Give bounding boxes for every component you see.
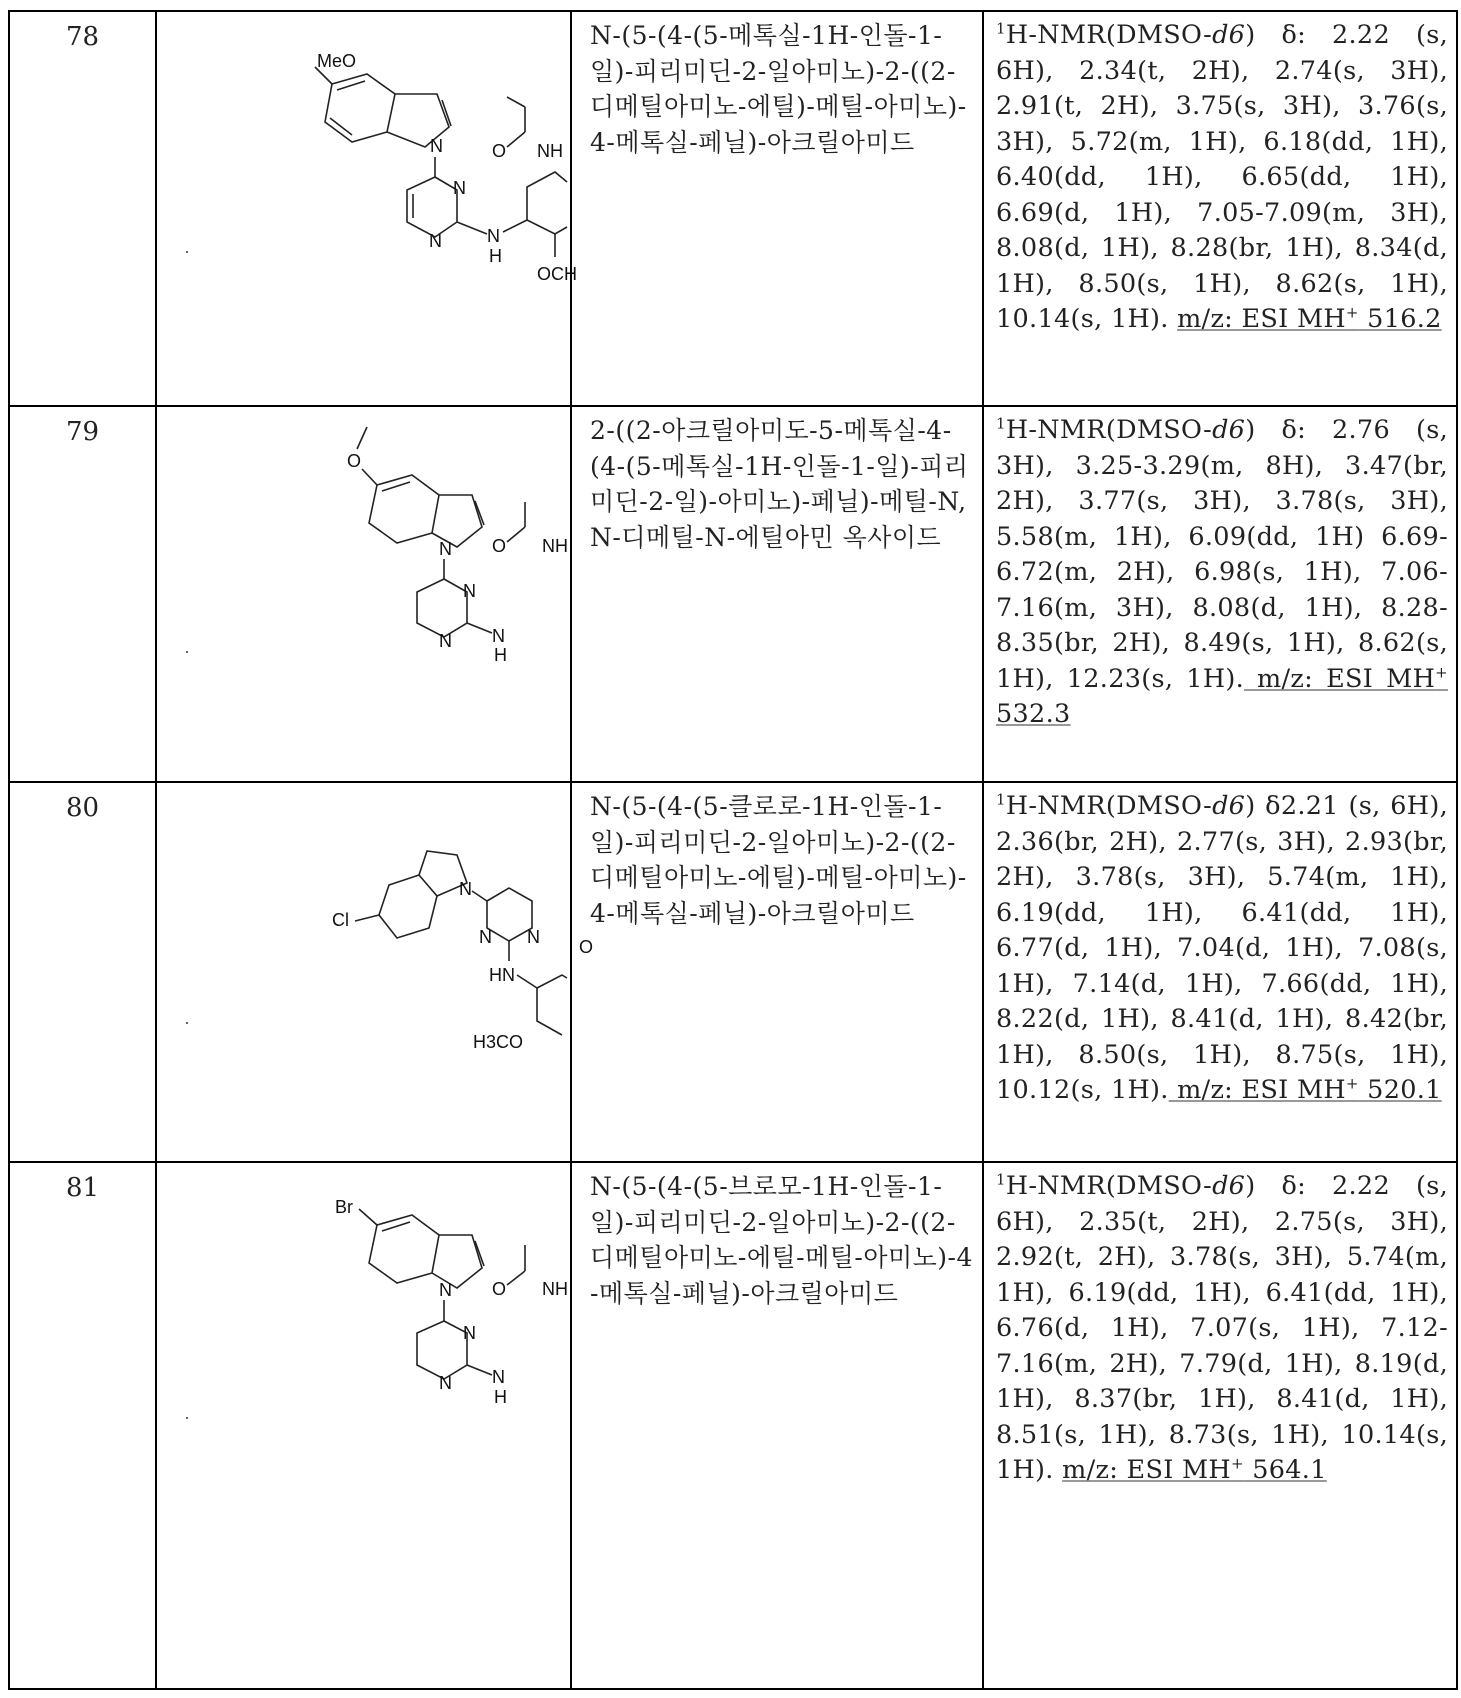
compound-table — [8, 10, 1458, 1690]
compound-name: N-(5-(4-(5-브로모-1H-인돌-1-일)-피리미딘-2-일아미노)-2-((2-디메틸아미노-에틸-메틸-아미노)-4-메톡실-페닐)-아크릴아미드 — [590, 1172, 973, 1308]
svg-text:N: N — [439, 1373, 452, 1393]
structure-cell — [156, 406, 571, 782]
table-row — [9, 406, 1457, 782]
example-number: 78 — [65, 22, 100, 52]
table-row — [9, 1162, 1457, 1689]
structure-cell — [156, 782, 594, 1162]
svg-text:Br: Br — [335, 1197, 353, 1217]
nmr-data: $^1$H-NMR(DMSO-d6) δ: 2.22 (s, 6H), 2.35(t, 2H), 2.75(s, 3H), 2.92(t, 2H), 3.78(s, 3H), 5.74(m, 1H), 6.19(dd, 1H), 6.41(dd, 1H), 6.76(d, 1H), 7.07(s, 1H), 7.12-7.16(m, 2H), 7.79(d, 1H), 8.19(d, 1H), 8.37(br, 1H), 8.41(d, 1H), 8.51(s, 1H), 8.73(s, 1H), 10.14(s, 1H). m/z: ESI MH+ 564.1 — [996, 1170, 1448, 1485]
compound-name: N-(5-(4-(5-메톡실-1H-인돌-1-일)-피리미딘-2-일아미노)-2-((2-디메틸아미노-에틸)-메틸-아미노)-4-메톡실-페닐)-아크릴아미드 — [590, 21, 967, 157]
svg-text:HN: HN — [489, 965, 515, 985]
svg-text:N: N — [492, 626, 505, 646]
nmr-data-cell — [983, 1162, 1457, 1689]
compound-name-cell — [571, 406, 983, 782]
svg-text:O: O — [579, 937, 594, 957]
svg-text:NH: NH — [537, 141, 563, 161]
svg-text:H: H — [494, 645, 507, 665]
example-number-cell — [9, 11, 156, 406]
svg-text:N: N — [479, 927, 492, 947]
nmr-data-cell — [983, 782, 1457, 1162]
molecule-diagram — [167, 793, 594, 1052]
svg-text:N: N — [429, 231, 442, 251]
svg-text:H3CO: H3CO — [473, 1032, 524, 1052]
svg-text:O: O — [492, 536, 507, 556]
structure-cell — [156, 1162, 571, 1689]
svg-text:N: N — [463, 581, 476, 601]
svg-text:Cl: Cl — [332, 910, 349, 930]
example-number: 79 — [65, 417, 100, 447]
svg-text:N: N — [463, 1323, 476, 1343]
example-number-cell — [9, 406, 156, 782]
molecule-diagram — [167, 417, 567, 667]
molecule-diagram — [167, 1173, 567, 1423]
svg-text:MeO: MeO — [317, 51, 357, 71]
table-row — [9, 11, 1457, 406]
example-number: 80 — [65, 793, 100, 823]
svg-text:O: O — [347, 451, 362, 471]
svg-text:OCH: OCH — [537, 264, 577, 284]
nmr-data-cell — [983, 406, 1457, 782]
mass-spec: m/z: ESI MH+ 520.1 — [1168, 1074, 1442, 1105]
svg-text:N: N — [439, 1280, 452, 1300]
mass-spec: m/z: ESI MH+ 516.2 — [1177, 303, 1442, 334]
compound-name-cell — [571, 782, 983, 1162]
nmr-data: $^1$H-NMR(DMSO-d6) δ: 2.22 (s, 6H), 2.34(t, 2H), 2.74(s, 3H), 2.91(t, 2H), 3.75(s, 3H), 3.76(s, 3H), 5.72(m, 1H), 6.18(dd, 1H), 6.40(dd, 1H), 6.65(dd, 1H), 6.69(d, 1H), 7.05-7.09(m, 3H), 8.08(d, 1H), 8.28(br, 1H), 8.34(d, 1H), 8.50(s, 1H), 8.62(s, 1H), 10.14(s, 1H). m/z: ESI MH+ 516.2 — [996, 19, 1448, 334]
nmr-data: $^1$H-NMR(DMSO-d6) δ2.21 (s, 6H), 2.36(br, 2H), 2.77(s, 3H), 2.93(br, 2H), 3.78(s, 3H), 5.74(m, 1H), 6.19(dd, 1H), 6.41(dd, 1H), 6.77(d, 1H), 7.04(d, 1H), 7.08(s, 1H), 7.14(d, 1H), 7.66(dd, 1H), 8.22(d, 1H), 8.41(d, 1H), 8.42(br, 1H), 8.50(s, 1H), 8.75(s, 1H), 10.12(s, 1H). m/z: ESI MH+ 520.1 — [996, 790, 1448, 1105]
svg-text:N: N — [492, 1367, 505, 1387]
svg-text:N: N — [430, 136, 443, 156]
nmr-data-cell — [983, 11, 1457, 406]
svg-text:N: N — [439, 539, 452, 559]
example-number-cell — [9, 782, 156, 1162]
structure-cell — [156, 11, 577, 406]
chemical-structure — [157, 417, 570, 667]
compound-name: N-(5-(4-(5-클로로-1H-인돌-1-일)-피리미딘-2-일아미노)-2-((2-디메틸아미노-에틸)-메틸-아미노)-4-메톡실-페닐)-아크릴아미드 — [590, 792, 967, 928]
table-row — [9, 782, 1457, 1162]
svg-text:NH: NH — [542, 1279, 568, 1299]
svg-text:O: O — [492, 1279, 507, 1299]
compound-name-cell — [571, 1162, 983, 1689]
svg-text:N: N — [453, 178, 466, 198]
mass-spec: m/z: ESI MH+ 532.3 — [996, 663, 1448, 729]
svg-text:O: O — [492, 141, 507, 161]
svg-text:NH: NH — [542, 536, 568, 556]
example-number: 81 — [65, 1173, 100, 1203]
svg-text:N: N — [439, 631, 452, 651]
svg-text:N: N — [459, 879, 472, 899]
nmr-data: $^1$H-NMR(DMSO-d6) δ: 2.76 (s, 3H), 3.25-3.29(m, 8H), 3.47(br, 2H), 3.77(s, 3H), 3.78(s, 3H), 5.58(m, 1H), 6.09(dd, 1H) 6.69-6.72(m, 2H), 6.98(s, 1H), 7.06-7.16(m, 3H), 8.08(d, 1H), 8.28-8.35(br, 2H), 8.49(s, 1H), 8.62(s, 1H), 12.23(s, 1H). m/z: ESI MH+ 532.3 — [996, 414, 1448, 729]
compound-name-cell — [571, 11, 983, 406]
chemical-structure — [157, 22, 577, 284]
molecule-diagram — [167, 22, 577, 284]
compound-name: 2-((2-아크릴아미도-5-메톡실-4-(4-(5-메톡실-1H-인돌-1-일)-피리미딘-2-일)-아미노)-페닐)-메틸-N,N-디메틸-N-에틸아민 옥사이드 — [590, 416, 969, 552]
mass-spec: m/z: ESI MH+ 564.1 — [1062, 1454, 1327, 1485]
svg-text:H: H — [489, 246, 502, 266]
svg-text:N: N — [487, 226, 500, 246]
chemical-structure — [157, 1173, 570, 1423]
example-number-cell — [9, 1162, 156, 1689]
svg-text:H: H — [494, 1387, 507, 1407]
chemical-structure — [157, 793, 594, 1052]
svg-text:N: N — [527, 927, 540, 947]
